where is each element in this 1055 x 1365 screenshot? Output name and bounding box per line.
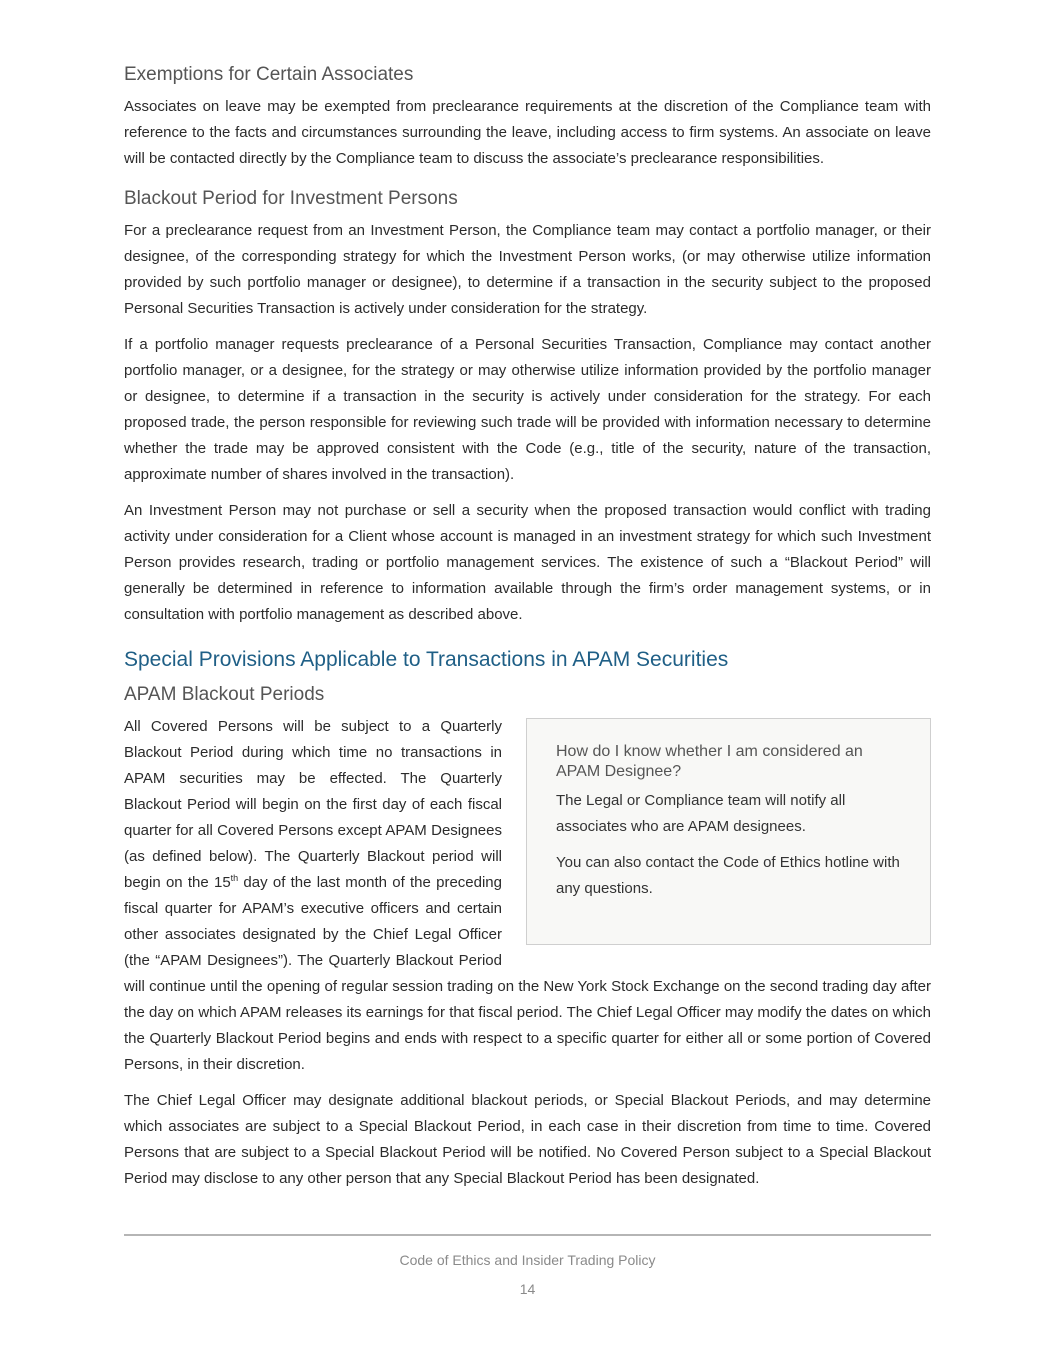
apam-blackout-heading: APAM Blackout Periods [124,684,325,705]
callout-answer-2: You can also contact the Code of Ethics hotline with any questions. [556,854,900,897]
document-page [124,62,931,1202]
blackout-paragraph-3: An Investment Person may not purchase or sell a security when the proposed transaction would conflict with trading activity under consideration for a Client whose account is managed in an investment strategy for which such Investment Person provides research, trading or portfolio management services. The existence of such a “Blackout Period” will generally be determined in reference to information available through the firm’s order management systems, or in consultation with portfolio management as described above. [124,502,931,623]
callout-question: How do I know whether I am considered an APAM Designee? [556,743,863,780]
ordinal-suffix: th [230,873,239,883]
exemptions-paragraph: Associates on leave may be exempted from preclearance requirements at the discretion of the Compliance team with reference to the facts and circumstances surrounding the leave, including access to firm systems. An associate on leave will be contacted directly by the Compliance team to discuss the associate’s preclearance responsibilities. [124,98,931,167]
footer-title: Code of Ethics and Insider Trading Policy [399,1252,656,1268]
page-number: 14 [519,1281,536,1297]
footer-divider [124,1234,931,1236]
designee-callout-box [526,718,931,945]
callout-answer-1: The Legal or Compliance team will notify all associates who are APAM designees. [556,792,846,835]
exemptions-heading: Exemptions for Certain Associates [124,64,414,85]
apam-blackout-paragraph-2: The Chief Legal Officer may designate additional blackout periods, or Special Blackout Periods, and may determine which associates are subject to a Special Blackout Period, in each case in their discretion from time to time. Covered Persons that are subject to a Special Blackout Period will be notified. No Covered Person subject to a Special Blackout Period may disclose to any other person that any Special Blackout Period has been designated. [124,1092,931,1187]
blackout-paragraph-2: If a portfolio manager requests preclearance of a Personal Securities Transaction, Compliance may contact another portfolio manager, or a designee, for the strategy or may otherwise utilize information provided by the portfolio manager or designee, to determine if a transaction in the security is actively under consideration for the strategy. For each proposed trade, the person responsible for reviewing such trade will be provided with information necessary to determine whether the trade may be approved consistent with the Code (e.g., title of the security, nature of the transaction, approximate number of shares involved in the transaction). [124,336,931,483]
blackout-investment-heading: Blackout Period for Investment Persons [124,188,458,209]
apam-paragraph-part-1: All Covered Persons will be subject to a Quarterly Blackout Period during which time no transactions in APAM securities may be effected. The Quarterly Blackout Period will begin on the first day of each fiscal quarter for all Covered Persons except APAM Designees (as defined below). The Quarterly Blackout period will begin on the 15 [124,718,502,891]
special-provisions-heading: Special Provisions Applicable to Transactions in APAM Securities [124,648,729,671]
blackout-paragraph-1: For a preclearance request from an Investment Person, the Compliance team may contact a portfolio manager, or their designee, of the corresponding strategy for which the Investment Person works, (or may otherwise utilize information provided by such portfolio manager or designee), to determine if a transaction in the security subject to the proposed Personal Securities Transaction is actively under consideration for the strategy. [124,222,931,317]
apam-paragraph-part-2: day of the last month of the preceding fiscal quarter for APAM’s executive officers and certain other associates designated by the Chief Legal Officer (the “APAM Designees”). The Quarterly Blackout Period will continue until the opening of regular session trading on the New York Stock Exchange on the second trading day after the day on which APAM releases its earnings for that fiscal period. The Chief Legal Officer may modify the dates on which the Quarterly Blackout Period begins and ends with respect to a specific quarter for either all or some portion of Covered Persons, in their discretion. [124,874,931,1073]
